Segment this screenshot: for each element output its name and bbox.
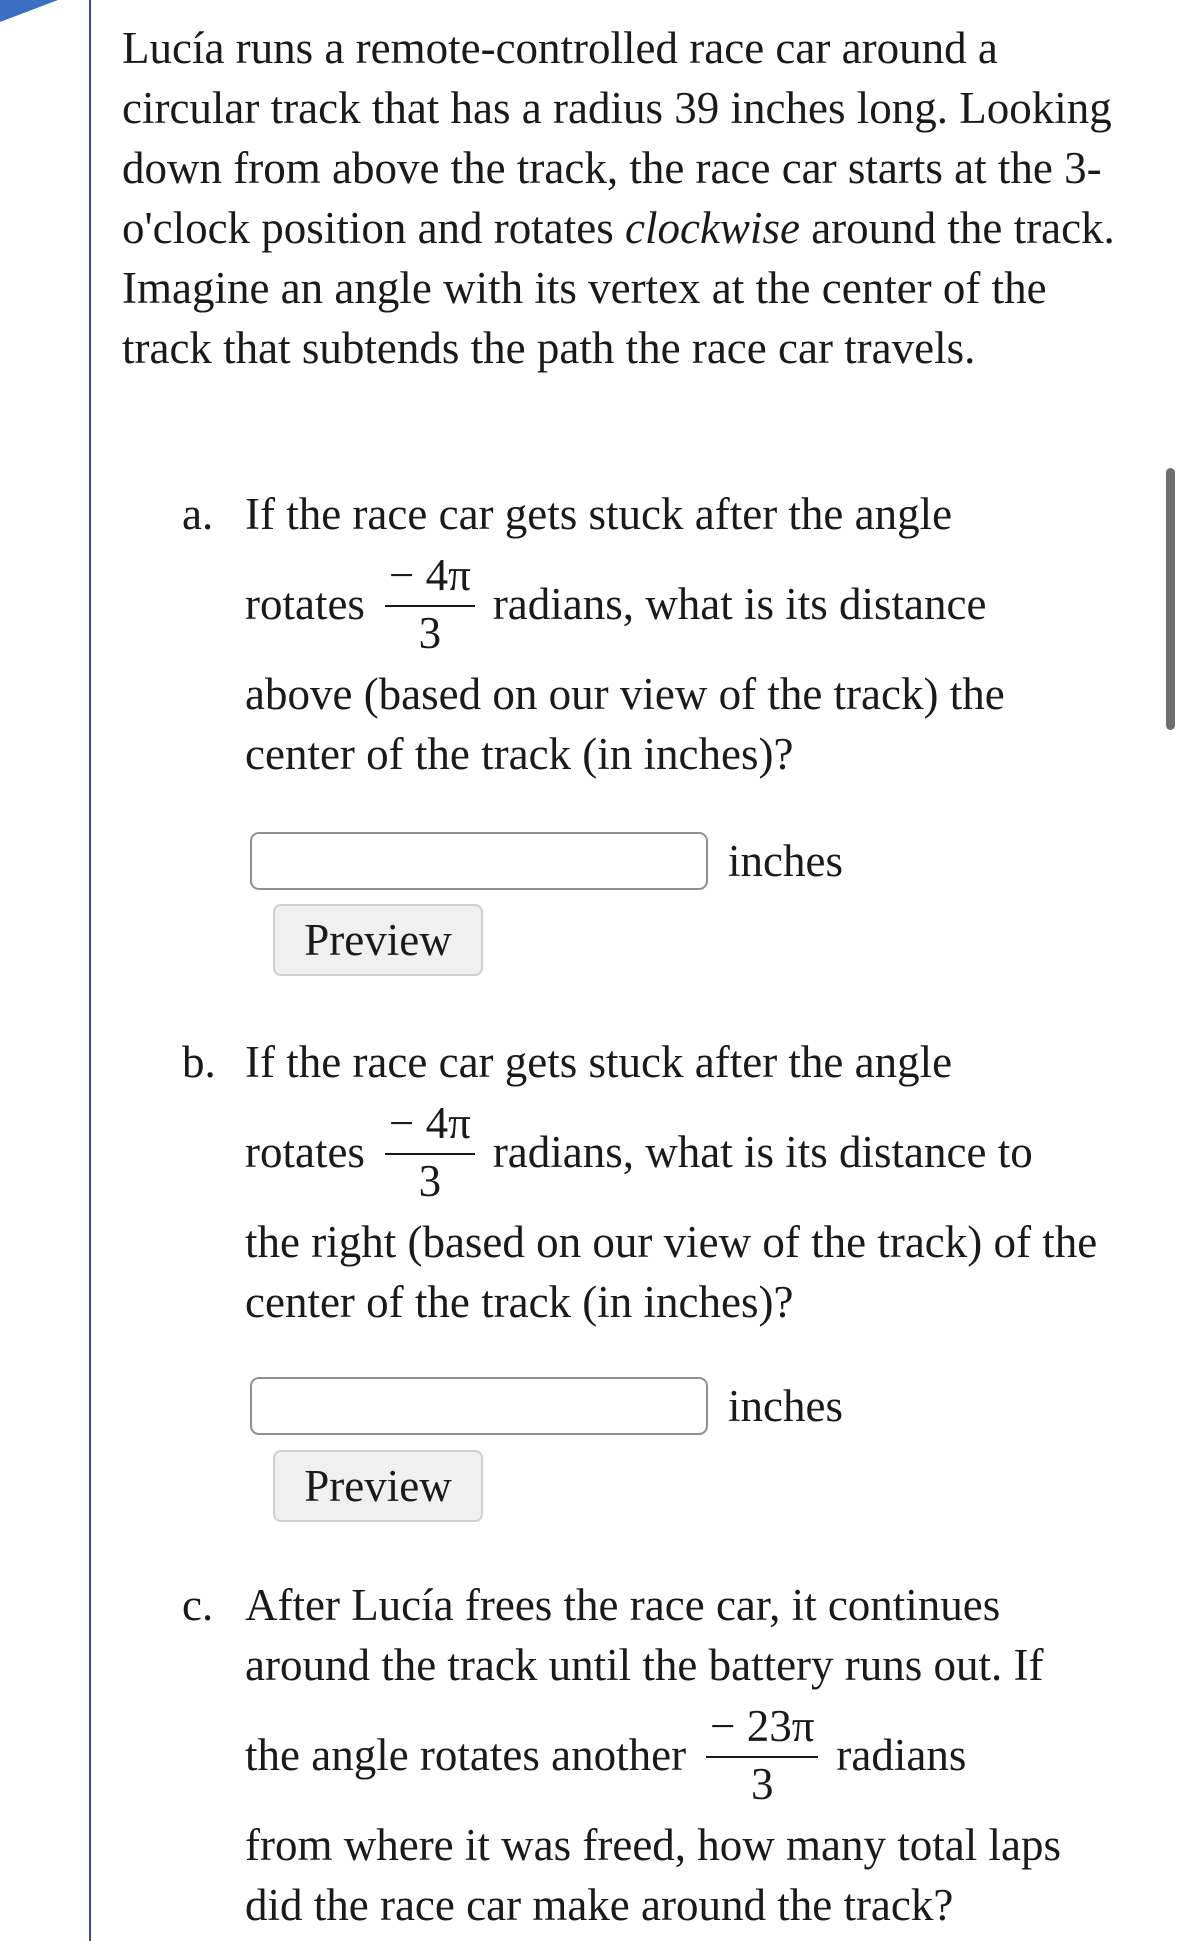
post-fraction-text: radians: [836, 1730, 967, 1780]
angle-fraction: [706, 1702, 818, 1808]
fraction-denominator: 3: [750, 1759, 774, 1809]
intro-text-1: Lucía runs a remote-controlled race car around a circular track that has a radius 39 inches long. Looking down from above the track, the race car starts at the 3-o'clock position and rotates: [122, 23, 1112, 253]
fraction-line: [245, 1695, 1112, 1815]
question-letter: b.: [182, 1037, 216, 1087]
question-line: If the race car gets stuck after the angle: [245, 1037, 953, 1087]
fraction-line: [245, 544, 1112, 664]
unit-label: inches: [728, 836, 843, 886]
fraction-line: [245, 1092, 1112, 1212]
preview-button-b[interactable]: Preview: [273, 1450, 483, 1522]
fraction-denominator: 3: [418, 608, 442, 658]
post-fraction-text: radians, what is its distance to: [492, 1127, 1033, 1177]
left-border-rule: [89, 0, 91, 1941]
pre-fraction-text: rotates: [245, 1127, 365, 1177]
question-rest: from where it was freed, how many total laps did the race car make around the track?: [245, 1820, 1061, 1930]
unit-label: inches: [728, 1381, 843, 1431]
angle-fraction: [385, 1099, 475, 1205]
question-a: [182, 484, 1112, 784]
answer-row-b: [250, 1377, 843, 1441]
question-letter: a.: [182, 489, 214, 539]
angle-fraction: [385, 551, 475, 657]
fraction-numerator: − 23π: [706, 1702, 818, 1758]
scrollbar-thumb[interactable]: [1166, 468, 1175, 730]
problem-intro: [122, 18, 1132, 378]
question-c: [182, 1575, 1112, 1935]
preview-button-a[interactable]: Preview: [273, 904, 483, 976]
question-b: [182, 1032, 1112, 1332]
answer-input-b[interactable]: [250, 1377, 708, 1435]
question-letter: c.: [182, 1580, 214, 1630]
corner-marker: [0, 0, 58, 22]
fraction-denominator: 3: [418, 1156, 442, 1206]
question-line: If the race car gets stuck after the angle: [245, 489, 953, 539]
question-rest: above (based on our view of the track) the center of the track (in inches)?: [245, 669, 1005, 779]
fraction-numerator: − 4π: [385, 551, 475, 607]
answer-input-a[interactable]: [250, 832, 708, 890]
intro-emphasis: clockwise: [625, 203, 800, 253]
question-rest: the right (based on our view of the track) of the center of the track (in inches)?: [245, 1217, 1098, 1327]
post-fraction-text: radians, what is its distance: [492, 579, 987, 629]
fraction-numerator: − 4π: [385, 1099, 475, 1155]
question-line: After Lucía frees the race car, it continues around the track until the battery runs out. If: [245, 1580, 1044, 1690]
answer-row-a: [250, 832, 843, 896]
intro-text-2: around the track. Imagine an angle with its vertex at the center of the track that subtends the path the race car travels.: [122, 203, 1115, 373]
pre-fraction-text: the angle rotates another: [245, 1730, 687, 1780]
pre-fraction-text: rotates: [245, 579, 365, 629]
